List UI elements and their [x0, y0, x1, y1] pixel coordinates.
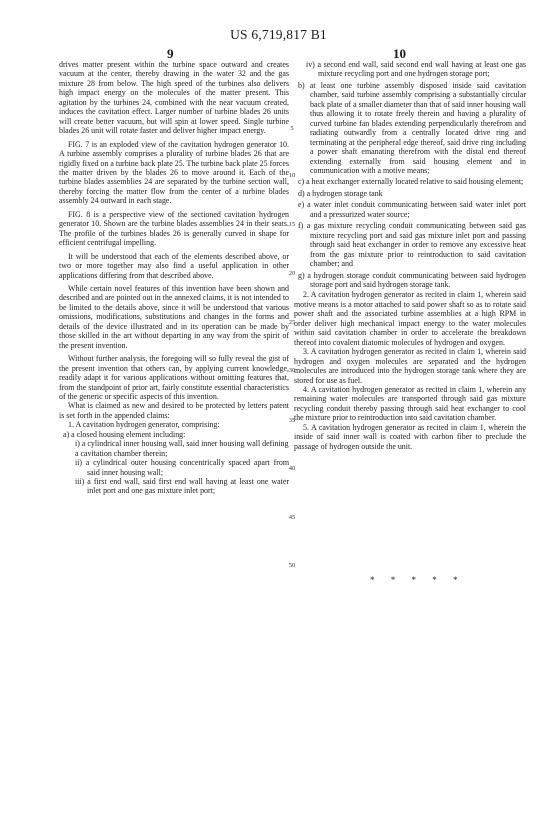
paragraph: While certain novel features of this invention have been shown and described and are pointed out in the annexed claims, it is not intended to be limited to the details above, since it will be understood that various omissions, modifications, substitutions and changes in the forms and details of the device illustrated and in its operation can be made by those skilled in the art without departing in any way from the spirit of the present invention.	[59, 283, 289, 350]
claim-subitem: iv) a second end wall, said second end wall having at least one gas mixture recycling port and one hydrogen storage port;	[306, 60, 526, 79]
claim-item: c) a heat exchanger externally located relative to said housing element;	[298, 177, 524, 187]
claim-2: 2. A cavitation hydrogen generator as recited in claim 1, wherein said motive means is a motor attached to said power shaft so as to rotate said power shaft and the associated turbine assemblies at a high RPM in order deliver high mechanical impact energy to the water molecules within said cavitation chamber in order to accelerate the breakdown thereof into covalent diatomic molecules of hydrogen and oxygen.	[294, 290, 526, 347]
claim-subitem: ii) a cylindrical outer housing concentrically spaced apart from said inner housing wall;	[75, 458, 289, 477]
line-number: 50	[288, 562, 296, 569]
paragraph: Without further analysis, the foregoing will so fully reveal the gist of the present invention that others can, by applying current knowledge, readily adapt it for various applications without omitting features that, from the standpoint of prior art, fairly constitute essential characteristics of the generic or specific aspects of this invention.	[59, 354, 289, 401]
claim-subitem: iii) a first end wall, said first end wall having at least one water inlet port and one gas mixture inlet port;	[75, 477, 289, 496]
claim-item: b) at least one turbine assembly disposed inside said cavitation chamber, said turbine assembly comprising a substantially circular back plate of a smaller diameter than that of said inner housing wall thus allowing it to rotate freely therein and having a plurality of curved turbine fan blades extending perpendicularly therefrom and radiating outwardly from a centrally located drive ring and terminating at the peripheral edge thereof, said drive ring including a power shaft emanating therefrom with the distal end thereof extending externally from said housing element and in communication with a motive means;	[298, 80, 526, 175]
line-number: 20	[288, 270, 296, 277]
claim-item: d) a hydrogen storage tank	[298, 188, 383, 198]
claim-3: 3. A cavitation hydrogen generator as recited in claim 1, wherein said hydrogen and oxygen molecules are separated and the hydrogen molecules are introduced into the hydrogen storage tank where they are stored for use as fuel.	[294, 347, 526, 385]
line-number: 5	[290, 125, 294, 132]
column-number-right: 10	[393, 46, 406, 61]
paragraph: drives matter present within the turbine space outward and creates vacuum at the center, thereby drawing in the water 32 and the gas mixture 28 from below. The high speed of the turbines also delivers high impact energy on the molecules of the matter present. This agitation by the turbines 24, combined with the near vacuum created, induces the cavitation effect. Larger number of turbine blades 26 units will create better vacuum, but will spin at lower speed. Single turbine blades 26 unit will rotate faster and deliver higher impact energy.	[59, 60, 289, 136]
claim-subitem: i) a cylindrical inner housing wall, said inner housing wall defining	[75, 439, 289, 449]
claim-item: g) a hydrogen storage conduit communicating between said hydrogen storage port and said hydrogen storage tank.	[298, 270, 526, 289]
claim-item: f) a gas mixture recycling conduit communicating between said gas mixture recycling port and said gas mixture inlet port and passing through said heat exchanger in order to remove any excessive heat from the gas mixture prior to reintroduction to said cavitation chamber; and	[298, 221, 526, 269]
claim-5: 5. A cavitation hydrogen generator as recited in claim 1, wherein the inside of said inner wall is coated with carbon fiber to preclude the passage of hydrogen outside the unit.	[294, 422, 526, 451]
claim-4: 4. A cavitation hydrogen generator as recited in claim 1, wherein any remaining water molecules are transported through said gas mixture recycling conduit thereby passing through said heat exchanger to cool the mixture prior to reintroduction into said cavitation chamber.	[294, 384, 526, 423]
paragraph: It will be understood that each of the elements described above, or two or more together may also find a useful application in other applications differing from that described above.	[59, 251, 289, 280]
end-of-document-mark: * * * * *	[370, 575, 465, 585]
line-number: 40	[288, 465, 296, 472]
claim-item: a) a closed housing element including:	[63, 429, 186, 439]
line-number: 45	[288, 514, 296, 521]
line-number: 30	[288, 367, 296, 374]
claim-subitem: a cavitation chamber therein;	[75, 448, 168, 458]
line-number: 25	[288, 319, 296, 326]
line-number: 15	[288, 221, 296, 228]
paragraph: What is claimed as new and desired to be protected by letters patent is set forth in the appended claims:	[59, 401, 289, 420]
paragraph: FIG. 7 is an exploded view of the cavitation hydrogen generator 10. A turbine assembly comprises a plurality of turbine blades 26 that are rigidly fixed on a turbine back plate 25. The turbine back plate 25 forces the matter driven by the blades 26 to move around it. Each of the turbine blades assemblies 24 are separated by the turbine section wall, thereby forcing the matter flow from the center of a turbine blades assembly 24 outward in each stage.	[59, 139, 289, 206]
paragraph: FIG. 8 is a perspective view of the sectioned cavitation hydrogen generator 10. Shown are the turbine blades assemblies 24 in their seats. The profile of the turbines blades 26 is generally curved in shape for efficient centrifugal impelling.	[59, 209, 289, 248]
line-number: 10	[288, 172, 296, 179]
column-number-left: 9	[167, 46, 174, 61]
right-column	[294, 60, 526, 451]
line-number: 35	[288, 417, 296, 424]
patent-number: US 6,719,817 B1	[230, 27, 327, 42]
left-column	[59, 60, 289, 496]
claim-item: e) a water inlet conduit communicating between said water inlet port and a pressurized water source;	[298, 200, 526, 219]
claim-1-title: 1. A cavitation hydrogen generator, comprising:	[68, 420, 220, 430]
